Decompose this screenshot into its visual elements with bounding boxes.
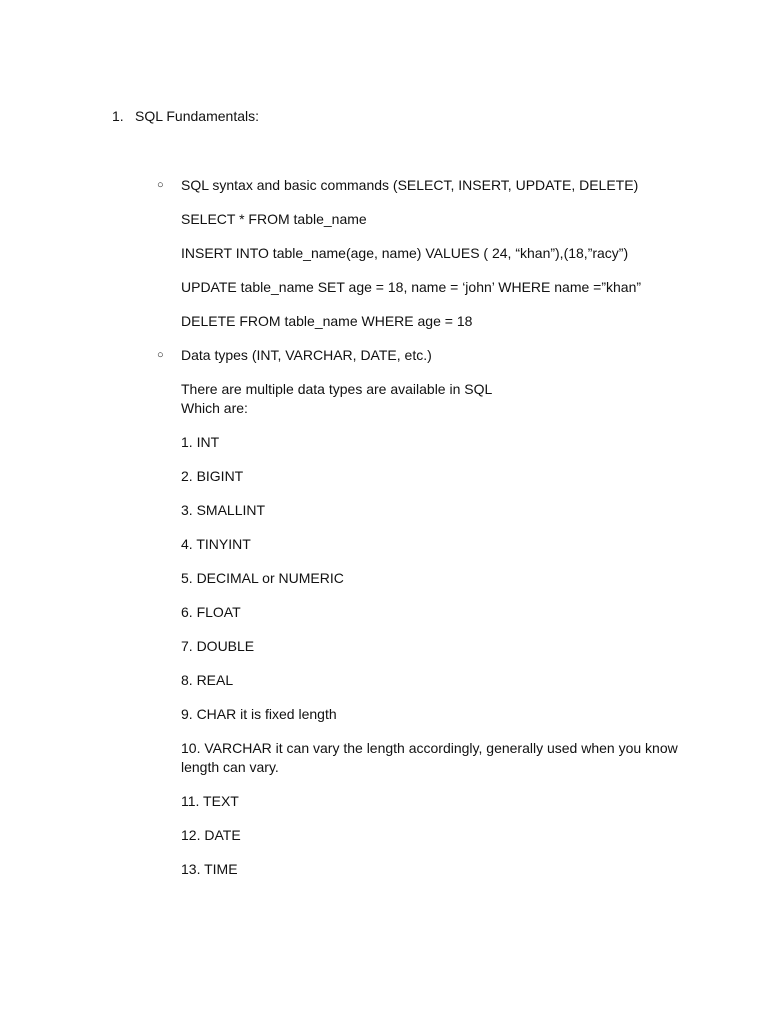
- select-command-line: SELECT * FROM table_name: [181, 211, 367, 227]
- hollow-circle-bullet-icon: ○: [157, 349, 164, 361]
- list-item: 12. DATE: [181, 827, 241, 843]
- sql-commands-section: [157, 176, 701, 346]
- list-item: 6. FLOAT: [181, 604, 241, 620]
- update-command-line: UPDATE table_name SET age = 18, name = ‘john’ WHERE name =”khan”: [181, 279, 642, 295]
- data-types-title: Data types (INT, VARCHAR, DATE, etc.): [181, 347, 432, 363]
- list-item: 9. CHAR it is fixed length: [181, 706, 337, 722]
- data-types-list: [181, 433, 701, 879]
- list-item: 4. TINYINT: [181, 536, 251, 552]
- data-types-section: [157, 346, 701, 894]
- hollow-circle-bullet-icon: ○: [157, 179, 164, 191]
- insert-command-line: INSERT INTO table_name(age, name) VALUES ( 24, “khan”),(18,”racy”): [181, 245, 629, 261]
- delete-command-line: DELETE FROM table_name WHERE age = 18: [181, 313, 473, 329]
- list-item: 8. REAL: [181, 672, 234, 688]
- data-types-intro: [181, 380, 701, 418]
- list-item: 7. DOUBLE: [181, 638, 255, 654]
- list-item: 1. INT: [181, 434, 220, 450]
- list-item: 13. TIME: [181, 861, 238, 877]
- section-heading: [112, 107, 259, 126]
- list-item: 5. DECIMAL or NUMERIC: [181, 570, 344, 586]
- sql-commands-title: SQL syntax and basic commands (SELECT, INSERT, UPDATE, DELETE): [181, 177, 639, 193]
- intro-line: Which are:: [181, 400, 248, 416]
- list-item: 10. VARCHAR it can vary the length accordingly, generally used when you know length can vary.: [181, 740, 678, 775]
- heading-title: SQL Fundamentals:: [135, 108, 259, 124]
- list-item: 11. TEXT: [181, 793, 239, 809]
- list-item: 2. BIGINT: [181, 468, 244, 484]
- intro-line: There are multiple data types are available in SQL: [181, 381, 493, 397]
- heading-number: 1.: [112, 108, 124, 124]
- list-item: 3. SMALLINT: [181, 502, 266, 518]
